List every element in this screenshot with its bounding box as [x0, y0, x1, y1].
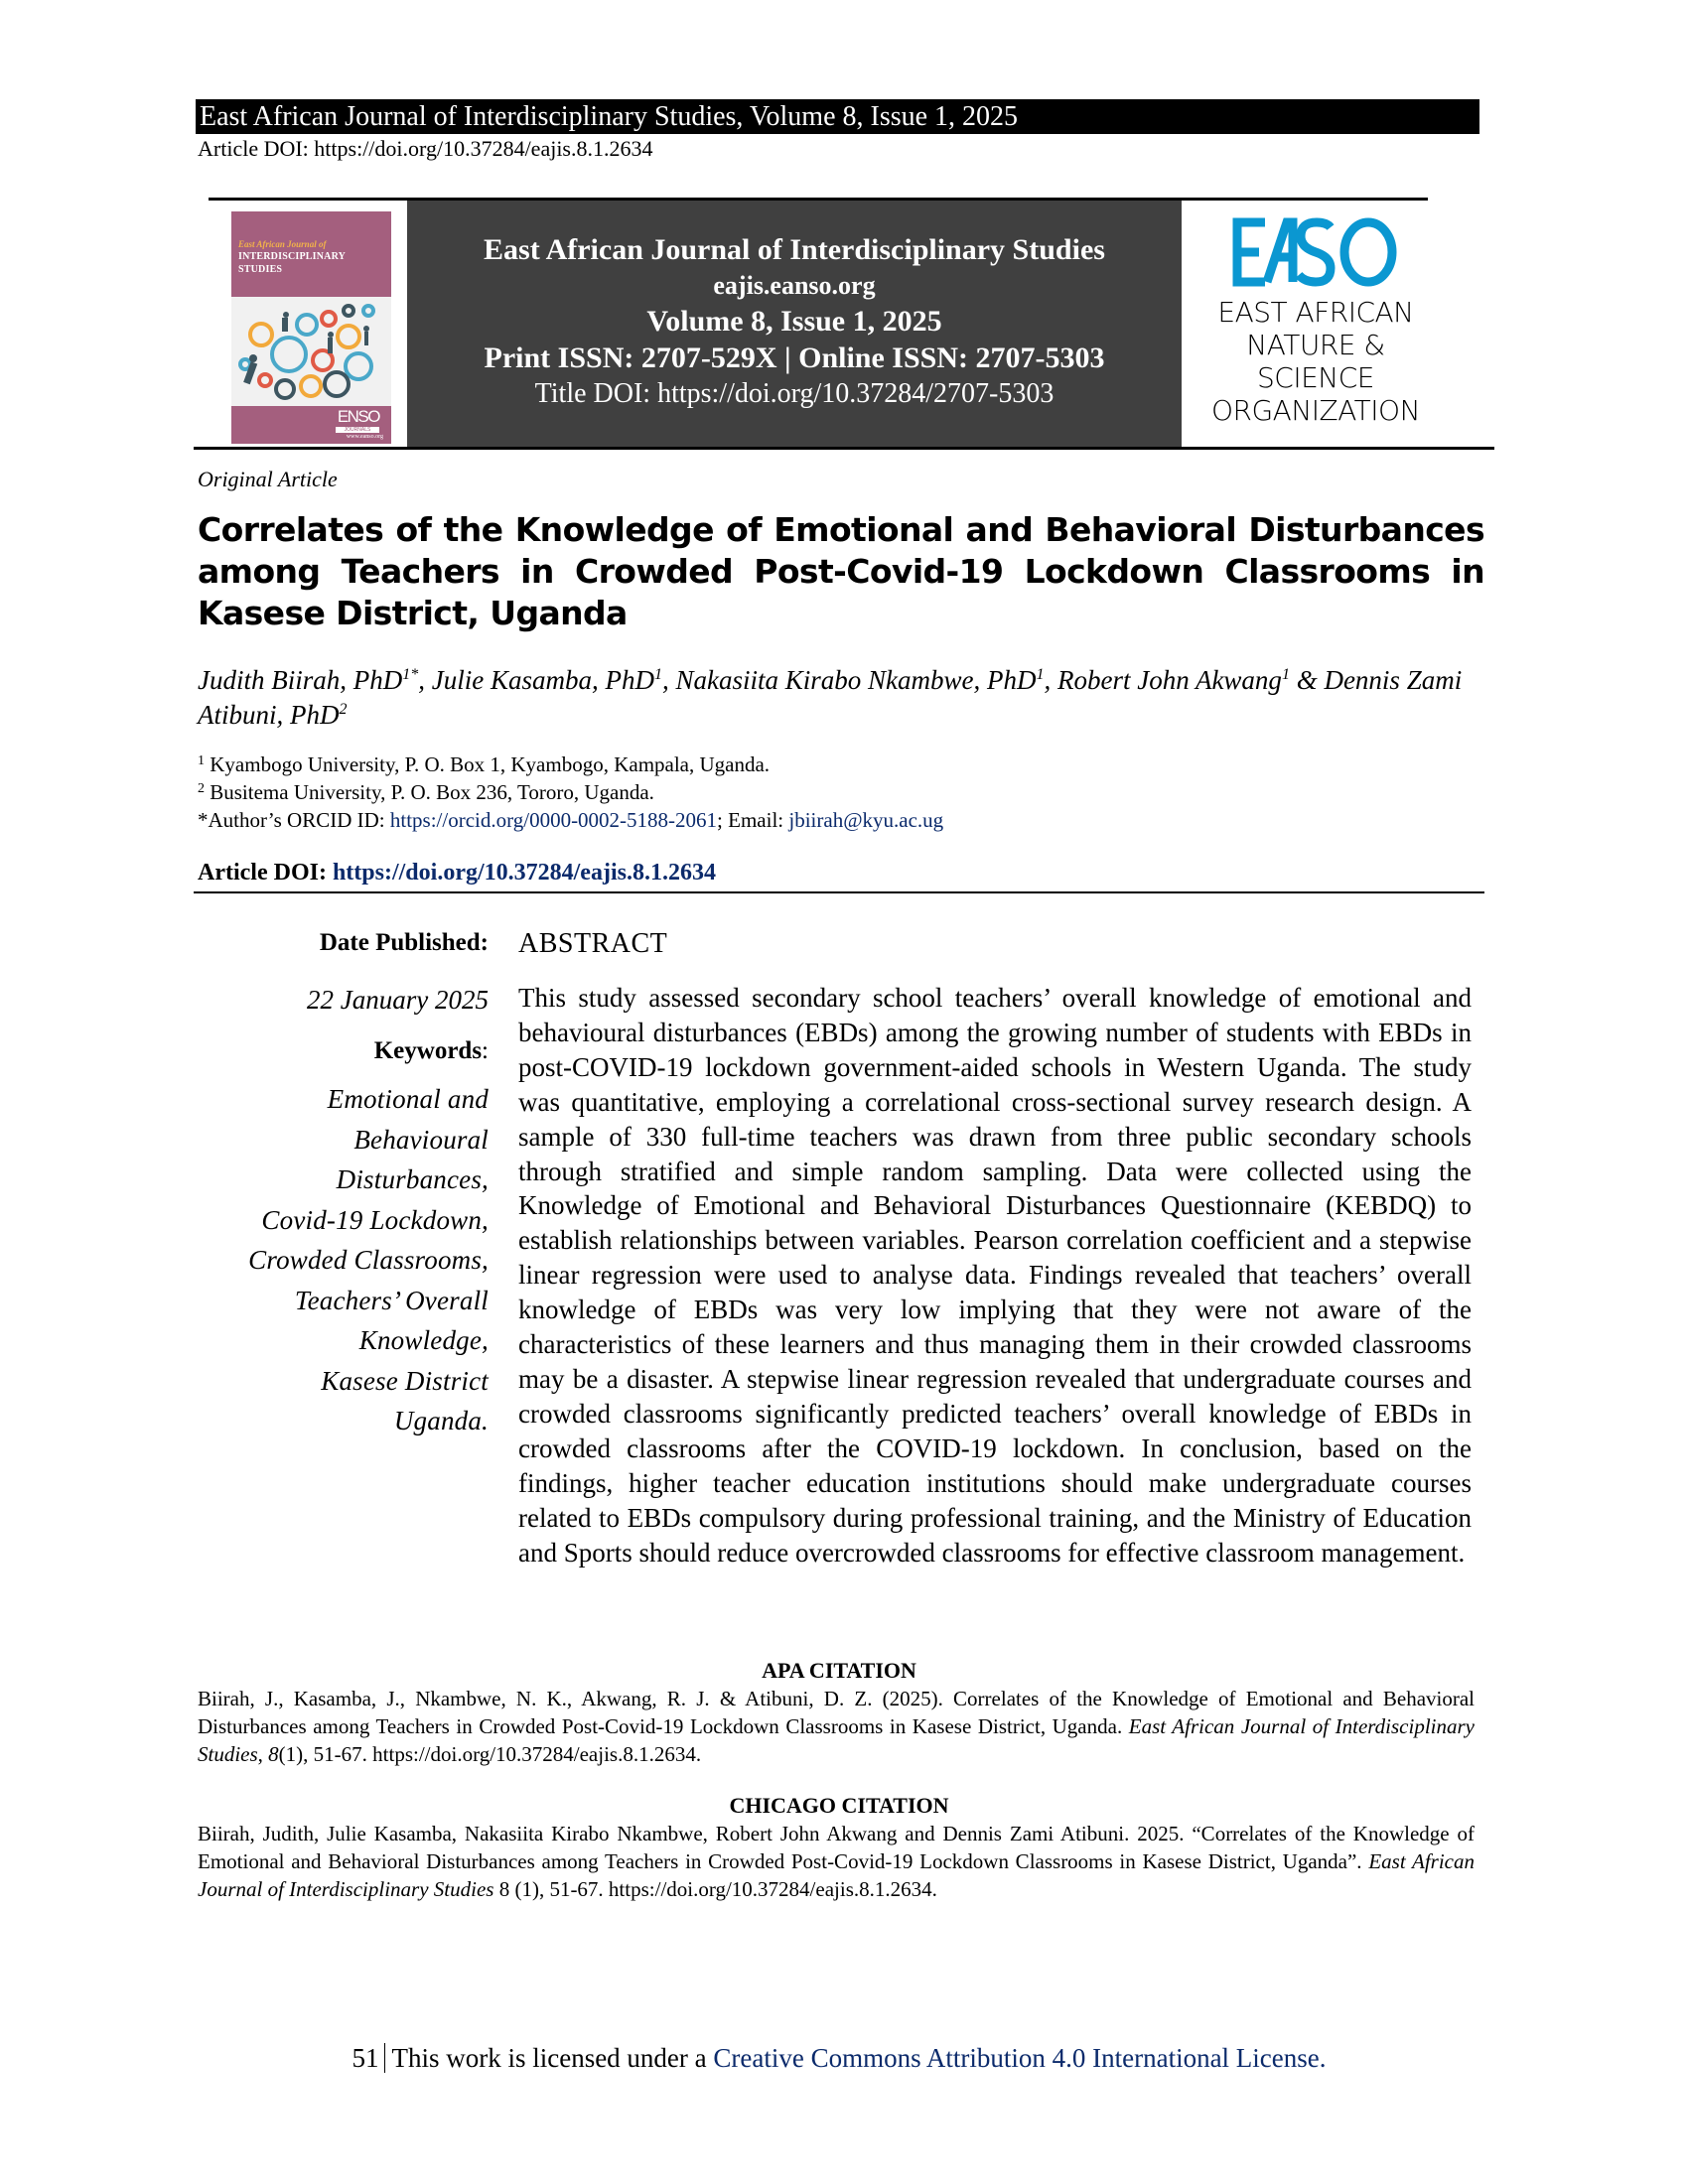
license-link[interactable]: Creative Commons Attribution 4.0 International License.	[713, 2043, 1327, 2073]
orcid-label: *Author’s ORCID ID:	[198, 808, 390, 832]
journal-website[interactable]: eajis.eanso.org	[713, 271, 876, 300]
affiliation-text: Busitema University, P. O. Box 236, Tororo, Uganda.	[205, 780, 654, 804]
cover-gears-illustration	[231, 297, 391, 406]
affiliation-item	[198, 778, 1484, 806]
keyword-line: Covid-19 Lockdown,	[261, 1204, 489, 1235]
enso-logo-icon	[1231, 217, 1400, 287]
cover-publisher-block	[231, 406, 391, 444]
orcid-line	[198, 806, 1484, 834]
keywords-label-text: Keywords	[373, 1037, 483, 1064]
apa-journal-name: East African Journal of Interdisciplinary Studies	[198, 1714, 1475, 1766]
keyword-line: Behavioural	[353, 1124, 489, 1155]
chicago-journal-name: East African Journal of Interdisciplinary Studies	[198, 1849, 1475, 1901]
journal-volume: Volume 8, Issue 1, 2025	[646, 305, 942, 338]
chicago-citation-text: 8 (1), 51-67. https://doi.org/10.37284/eajis.8.1.2634.	[493, 1877, 937, 1901]
cover-publisher-mark: ENSO	[337, 407, 379, 426]
journal-issn: Print ISSN: 2707-529X | Online ISSN: 2707-5303	[484, 341, 1105, 374]
keyword-line: Crowded Classrooms,	[248, 1245, 489, 1275]
author-affiliation-marker: 1*	[402, 666, 419, 683]
gears-icon	[231, 297, 391, 406]
author-name: Dennis Zami Atibuni, PhD	[198, 665, 1463, 730]
date-published-value: 22 January 2025	[307, 985, 489, 1015]
cover-title-block	[231, 211, 391, 297]
chicago-citation-heading: CHICAGO CITATION	[729, 1793, 949, 1818]
email-link[interactable]: jbiirah@kyu.ac.ug	[788, 808, 944, 832]
author-affiliation-marker: 1	[1036, 666, 1045, 683]
cover-journals-label: JOURNALS	[336, 427, 379, 433]
keyword-line: Disturbances,	[336, 1164, 489, 1194]
affiliation-marker: 2	[198, 781, 205, 796]
date-published-label: Date Published:	[319, 929, 489, 956]
page-number: 51	[352, 2043, 379, 2073]
cover-big-title-1: INTERDISCIPLINARY	[238, 251, 347, 262]
org-line-1: EAST AFRICAN	[1217, 296, 1414, 329]
keyword-line: Knowledge,	[358, 1325, 489, 1355]
abstract-body: This study assessed secondary school teachers’ overall knowledge of emotional and behavioural disturbances (EBDs) among the growing number of students with EBDs in post-COVID-19 lockdown government-aided schools in Western Uganda. The study was quantitative, employing a correlational cross-sectional survey research design. A sample of 330 full-time teachers was drawn from three public secondary schools through stratified and simple random sampling. Data were collected using the Knowledge of Emotional and Behavioral Disturbances Questionnaire (KEBDQ) to establish relationships between variables. Pearson correlation coefficient and a stepwise linear regression were used to analyse data. Findings revealed that teachers’ overall knowledge of EBDs was very low implying that they were not aware of the characteristics of these learners and thus managing them in their crowded classrooms may be a disaster. A stepwise linear regression revealed that undergraduate courses and crowded classrooms significantly predicted teachers’ overall knowledge of EBDs in crowded classrooms after the COVID-19 lockdown. In conclusion, based on the findings, higher teacher education institutions should make undergraduate courses related to EBDs compulsory during professional training, and the Ministry of Education and Sports should reduce overcrowded classrooms for effective classroom management.	[518, 983, 1472, 1568]
cover-big-title-2: STUDIES	[238, 264, 283, 275]
affiliation-text: Kyambogo University, P. O. Box 1, Kyambogo, Kampala, Uganda.	[205, 752, 771, 776]
author-list	[198, 663, 1484, 733]
org-line-3: SCIENCE	[1257, 361, 1374, 394]
article-type: Original Article	[198, 467, 338, 491]
license-prefix: This work is licensed under a	[391, 2043, 714, 2073]
chicago-citation-text: Biirah, Judith, Julie Kasamba, Nakasiita Kirabo Nkambwe, Robert John Akwang and Dennis Zami Atibuni. 2025. “Correlates of the Knowledge of Emotional and Behavioral Disturbances among Teachers in Crowded Post-Covid-19 Lockdown Classrooms in Kasese District, Uganda”.	[198, 1822, 1475, 1873]
apa-citation-text: Biirah, J., Kasamba, J., Nkambwe, N. K., Akwang, R. J. & Atibuni, D. Z. (2025). Correlates of the Knowledge of Emotional and Behavioral Disturbances among Teachers in Crowded Post-Covid-19 Lockdown Classrooms in Kasese District, Uganda.	[198, 1687, 1475, 1738]
keywords-colon: :	[482, 1037, 489, 1064]
keyword-line: Kasese District	[321, 1365, 489, 1396]
apa-volume: 8	[268, 1742, 279, 1766]
apa-citation-heading: APA CITATION	[762, 1658, 916, 1683]
org-line-2: NATURE &	[1246, 329, 1385, 361]
org-line-4: ORGANIZATION	[1210, 394, 1421, 427]
article-doi-label: Article DOI:	[198, 860, 333, 886]
section-divider	[194, 891, 1484, 893]
author-affiliation-marker: 1	[1281, 666, 1290, 683]
author-name: Robert John Akwang	[1056, 665, 1282, 695]
affiliations	[198, 751, 1484, 834]
journal-info-panel	[407, 201, 1182, 447]
keyword-line: Emotional and	[327, 1084, 489, 1114]
keywords-list	[199, 1079, 489, 1441]
author-separator: ,	[418, 665, 432, 695]
cover-small-title: East African Journal of	[238, 239, 327, 249]
author-separator: ,	[661, 665, 676, 695]
journal-title-doi[interactable]: Title DOI: https://doi.org/10.37284/2707-5303	[534, 378, 1055, 409]
affiliation-marker: 1	[198, 753, 205, 768]
abstract-heading: ABSTRACT	[518, 928, 668, 959]
orcid-link[interactable]: https://orcid.org/0000-0002-5188-2061	[389, 808, 718, 832]
cover-url: www.eanso.org	[346, 434, 383, 440]
article-title: Correlates of the Knowledge of Emotional and Behavioral Disturbances among Teachers in Crowded Post-Covid-19 Lockdown Classrooms in Kasese District, Uganda	[198, 510, 1484, 632]
author-name: Judith Biirah, PhD	[198, 665, 403, 695]
author-affiliation-marker: 1	[653, 666, 662, 683]
journal-title: East African Journal of Interdisciplinary Studies	[484, 233, 1105, 266]
keyword-line: Teachers’ Overall	[294, 1285, 489, 1315]
article-doi	[198, 858, 716, 887]
apa-citation-text: (1), 51-67. https://doi.org/10.37284/eajis.8.1.2634.	[278, 1742, 702, 1766]
apa-citation-body	[198, 1685, 1475, 1768]
chicago-citation-body	[198, 1820, 1475, 1903]
keywords-label	[199, 1035, 489, 1067]
article-doi-link[interactable]: https://doi.org/10.37284/eajis.8.1.2634	[332, 860, 716, 886]
page-footer	[194, 2042, 1484, 2074]
running-header-bar: East African Journal of Interdisciplinary Studies, Volume 8, Issue 1, 2025	[196, 99, 1479, 134]
journal-cover-image	[231, 211, 391, 444]
running-header-doi: Article DOI: https://doi.org/10.37284/eajis.8.1.2634	[198, 136, 653, 161]
apa-citation-text: ,	[257, 1742, 269, 1766]
enso-organization-name	[1192, 296, 1440, 427]
author-separator: ,	[1044, 665, 1057, 695]
author-separator: &	[1289, 665, 1325, 695]
footer-separator	[384, 2043, 385, 2073]
author-name: Julie Kasamba, PhD	[431, 665, 654, 695]
keyword-line: Uganda.	[393, 1406, 489, 1435]
affiliation-item	[198, 751, 1484, 778]
author-name: Nakasiita Kirabo Nkambwe, PhD	[675, 665, 1037, 695]
email-label: ; Email:	[717, 808, 789, 832]
author-affiliation-marker: 2	[339, 701, 348, 718]
metadata-column	[199, 928, 489, 1441]
banner-bottom-rule	[194, 447, 1494, 450]
